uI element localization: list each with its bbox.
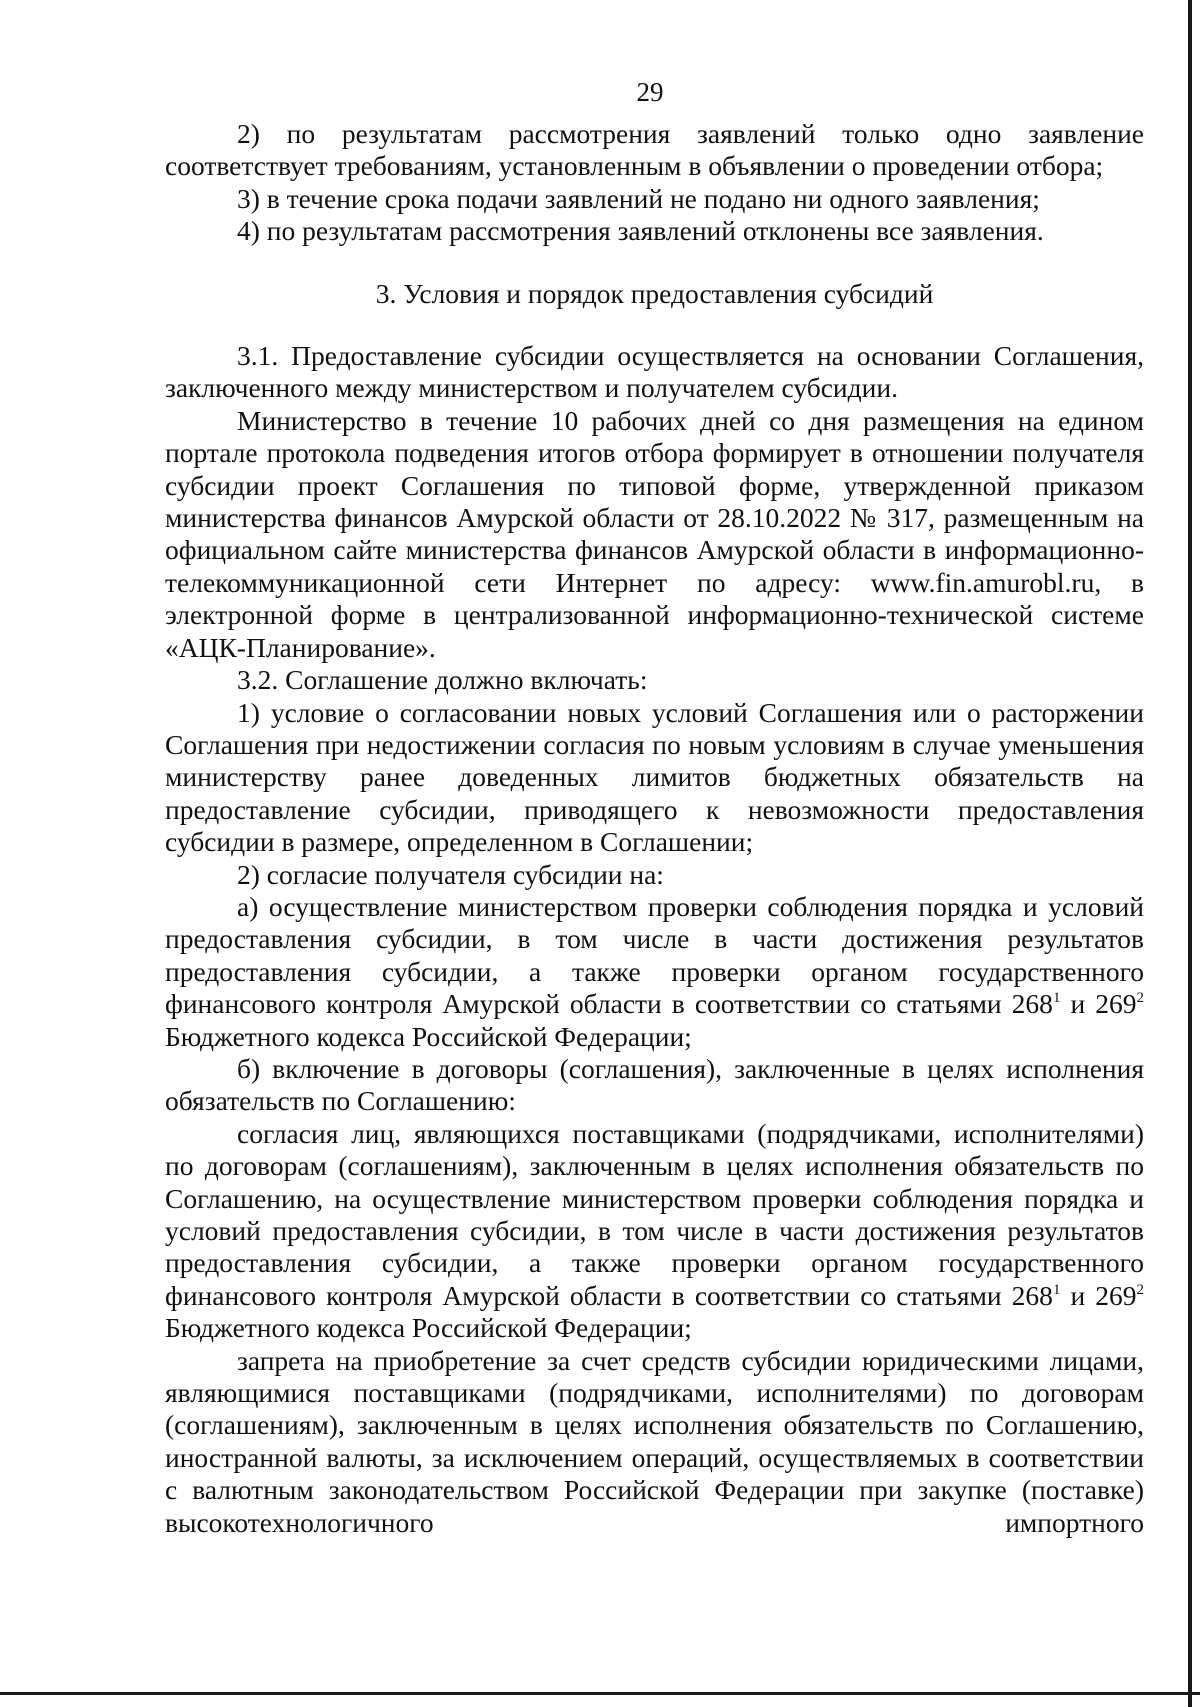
- page-edge-bottom: [0, 1692, 1200, 1695]
- item-2a-text-middle: и 269: [1060, 988, 1137, 1020]
- item-2a-text-before: а) осуществление министерством проверки соблюдения порядка и условий предоставления субсидии, в том числе в части достижения результатов предоставления субсидии, а также проверки органом государственного финансового контроля Амурской области в соответствии со статьями 268: [165, 890, 1144, 1020]
- superscript: 2: [1136, 990, 1144, 1006]
- paragraph-ministry: Министерство в течение 10 рабочих дней со дня размещения на едином портале протокола подведения итогов отбора формирует в отношении получателя субсидии проект Соглашения по типовой форме, утвержденной приказом министерства финансов Амурской области от 28.10.2022 № 317, размещенным на официальном сайте министерства финансов Амурской области в информационно-телекоммуникационной сети Интернет по адресу: www.fin.amurobl.ru, в электронной форме в централизованной информационно-технической системе «АЦК-Планирование».: [165, 404, 1144, 663]
- paragraph-item-2b: б) включение в договоры (соглашения), заключенные в целях исполнения обязательств по Соглашению:: [165, 1052, 1144, 1117]
- list-item-4: 4) по результатам рассмотрения заявлений отклонены все заявления.: [237, 215, 1044, 247]
- paragraph-3-1: 3.1. Предоставление субсидии осуществляется на основании Соглашения, заключенного между министерством и получателем субсидии.: [165, 340, 1144, 404]
- list-item-3: 3) в течение срока подачи заявлений не подано ни одного заявления;: [237, 182, 1040, 214]
- superscript: 1: [1052, 990, 1061, 1006]
- list-item-2: 2) по результатам рассмотрения заявлений только одно заявление соответствует требованиям, установленным в объявлении о проведении отбора;: [165, 118, 1144, 182]
- paragraph-item-2: 2) согласие получателя субсидии на:: [237, 858, 664, 890]
- superscript: 2: [1136, 1281, 1144, 1298]
- paragraph-ban: запрета на приобретение за счет средств субсидии юридическими лицами, являющимися поставщиками (подрядчиками, исполнителями) по договорам (соглашениям), заключенным в целях исполнения обязательств по Соглашению, иностранной валюты, за исключением операций, осуществляемых в соответствии с валютным законодательством Российской Федерации при закупке (поставке) высокотехнологичного импортного: [165, 1344, 1144, 1538]
- paragraph-consent: [165, 1118, 1144, 1345]
- paragraph-item-1: 1) условие о согласовании новых условий Соглашения или о расторжении Соглашения при недостижении согласия по новым условиям в случае уменьшения министерству ранее доведенных лимитов бюджетных обязательств на предоставление субсидии, приводящего к невозможности предоставления субсидии в размере, определенном в Соглашении;: [165, 696, 1144, 858]
- page-edge-right: [1188, 0, 1192, 1707]
- paragraph-item-2a: [165, 891, 1144, 1053]
- page-number: 29: [636, 77, 664, 107]
- section-title: 3. Условия и порядок предоставления субсидий: [375, 277, 934, 309]
- item-2a-text-after: Бюджетного кодекса Российской Федерации;: [165, 1020, 692, 1052]
- consent-text-after: Бюджетного кодекса Российской Федерации;: [165, 1312, 692, 1344]
- consent-text-middle: и 269: [1060, 1279, 1137, 1311]
- consent-text-before: согласия лиц, являющихся поставщиками (подрядчиками, исполнителями) по договорам (соглашениям), заключенным в целях исполнения обязательств по Соглашению, на осуществление министерством проверки соблюдения порядка и условий предоставления субсидии, в том числе в части достижения результатов предоставления субсидии, а также проверки органом государственного финансового контроля Амурской области в соответствии со статьями 268: [165, 1117, 1144, 1311]
- document-body: [165, 118, 1144, 1539]
- superscript: 1: [1052, 1281, 1061, 1298]
- paragraph-3-2: 3.2. Соглашение должно включать:: [237, 664, 648, 696]
